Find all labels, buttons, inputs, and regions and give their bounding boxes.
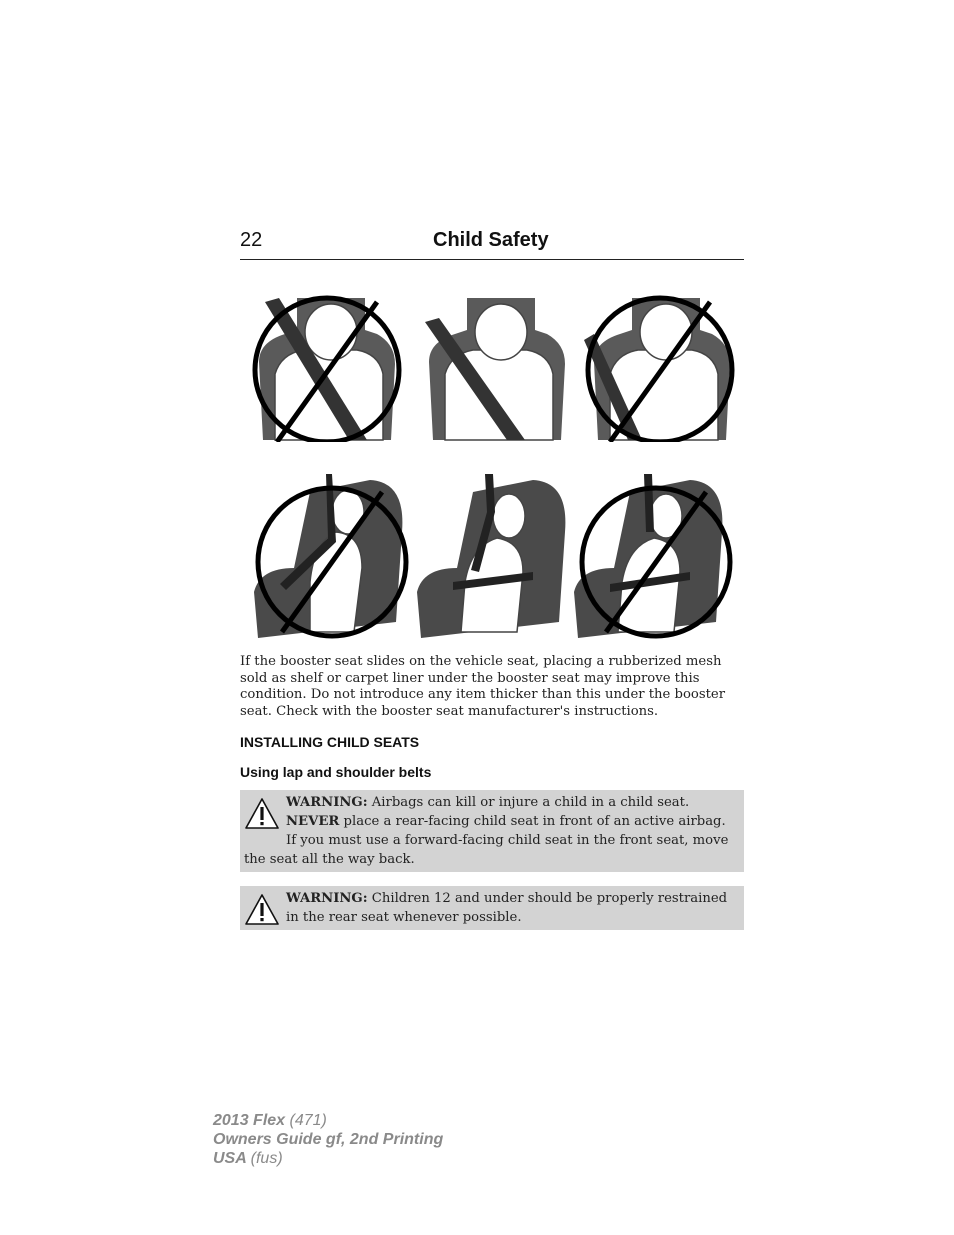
panel-shoulder-belt-correct — [415, 292, 575, 442]
installing-child-seats-heading: INSTALLING CHILD SEATS — [240, 734, 420, 750]
footer-model: 2013 Flex — [213, 1112, 286, 1129]
warning-triangle-icon — [244, 892, 280, 928]
panel-booster-belt-behind-back — [570, 472, 735, 640]
lap-shoulder-belts-heading: Using lap and shoulder belts — [240, 764, 432, 780]
footer-market: USA — [213, 1150, 247, 1167]
panel-shoulder-belt-over-neck — [245, 292, 405, 442]
footer-guide: Owners Guide gf, 2nd Printing — [213, 1131, 444, 1148]
page-number: 22 — [240, 229, 263, 251]
warning-box-airbags — [240, 790, 744, 872]
page-header — [240, 229, 744, 260]
footer-model-code: (471) — [289, 1112, 327, 1129]
warning-text-cont: place a rear-facing child seat in front of an active airbag. If you must use a forward-facing child seat in the front seat, move the seat all the way back. — [244, 814, 729, 867]
warning-triangle-icon — [244, 796, 280, 832]
booster-seat-paragraph: If the booster seat slides on the vehicle seat, placing a rubberized mesh sold as shelf or carpet liner under the booster seat may improve this condition. Do not introduce any item thicker than this under the booster seat. Check with the booster seat manufacturer's instructions. — [240, 654, 726, 719]
page-footer — [213, 1111, 443, 1168]
warning-text: Children 12 and under should be properly restrained in the rear seat whenever possible. — [286, 891, 728, 925]
footer-market-code: (fus) — [250, 1150, 283, 1167]
warning-box-children-rear-seat — [240, 886, 744, 930]
panel-shoulder-belt-under-arm — [580, 292, 740, 442]
warning-never: NEVER — [286, 814, 340, 829]
panel-booster-belt-correct — [413, 472, 573, 640]
warning-label: WARNING: — [286, 795, 368, 810]
section-title: Child Safety — [433, 229, 549, 251]
panel-booster-belt-too-high — [250, 472, 410, 640]
warning-text: Airbags can kill or injure a child in a child seat. — [367, 795, 690, 810]
warning-label: WARNING: — [286, 891, 368, 906]
belt-fit-illustration — [245, 292, 745, 642]
